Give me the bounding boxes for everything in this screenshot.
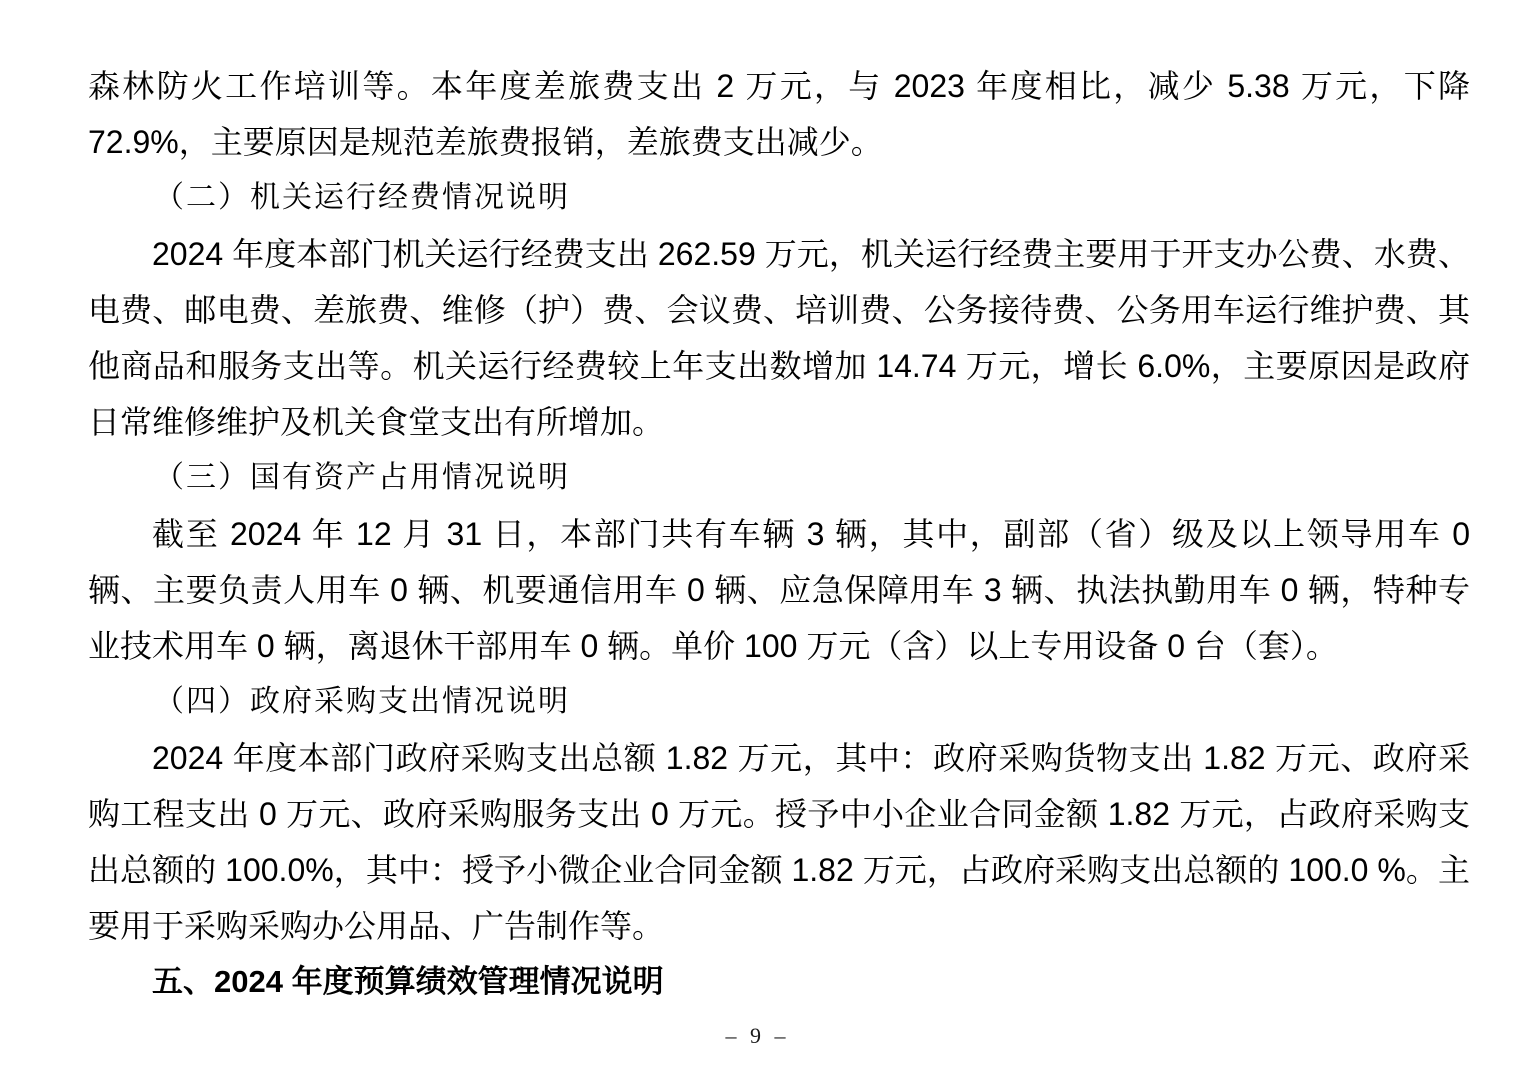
paragraph-travel-expense-continuation: 森林防火工作培训等。本年度差旅费支出 2 万元，与 2023 年度相比，减少 5.38 万元，下降 72.9%，主要原因是规范差旅费报销，差旅费支出减少。: [88, 68, 1470, 160]
section-heading-budget-performance: 五、2024 年度预算绩效管理情况说明: [152, 964, 664, 999]
paragraph-government-procurement: 2024 年度本部门政府采购支出总额 1.82 万元，其中：政府采购货物支出 1.82 万元、政府采购工程支出 0 万元、政府采购服务支出 0 万元。授予中小企业合同金额 1.82 万元，占政府采购支出总额的 100.0%，其中：授予小微企业合同金额 1.82 万元，占政府采购支出总额的 100.0 %。主要用于采购采购办公用品、广告制作等。: [88, 740, 1470, 944]
page-number: – 9 –: [725, 1023, 790, 1048]
paragraph-organ-operating-funds: 2024 年度本部门机关运行经费支出 262.59 万元，机关运行经费主要用于开支办公费、水费、电费、邮电费、差旅费、维修（护）费、会议费、培训费、公务接待费、公务用车运行维护费、其他商品和服务支出等。机关运行经费较上年支出数增加 14.74 万元，增长 6.0%，主要原因是政府日常维修维护及机关食堂支出有所增加。: [88, 236, 1470, 440]
paragraph-state-owned-assets: 截至 2024 年 12 月 31 日，本部门共有车辆 3 辆，其中，副部（省）级及以上领导用车 0 辆、主要负责人用车 0 辆、机要通信用车 0 辆、应急保障用车 3 辆、执法执勤用车 0 辆，特种专业技术用车 0 辆，离退休干部用车 0 辆。单价 100 万元（含）以上专用设备 0 台（套）。: [88, 516, 1470, 664]
section-heading-organ-operating-funds: （二）机关运行经费情况说明: [154, 181, 570, 214]
document-body: [88, 58, 1470, 1010]
section-heading-government-procurement: （四）政府采购支出情况说明: [154, 685, 570, 718]
section-heading-state-owned-assets: （三）国有资产占用情况说明: [154, 461, 570, 494]
